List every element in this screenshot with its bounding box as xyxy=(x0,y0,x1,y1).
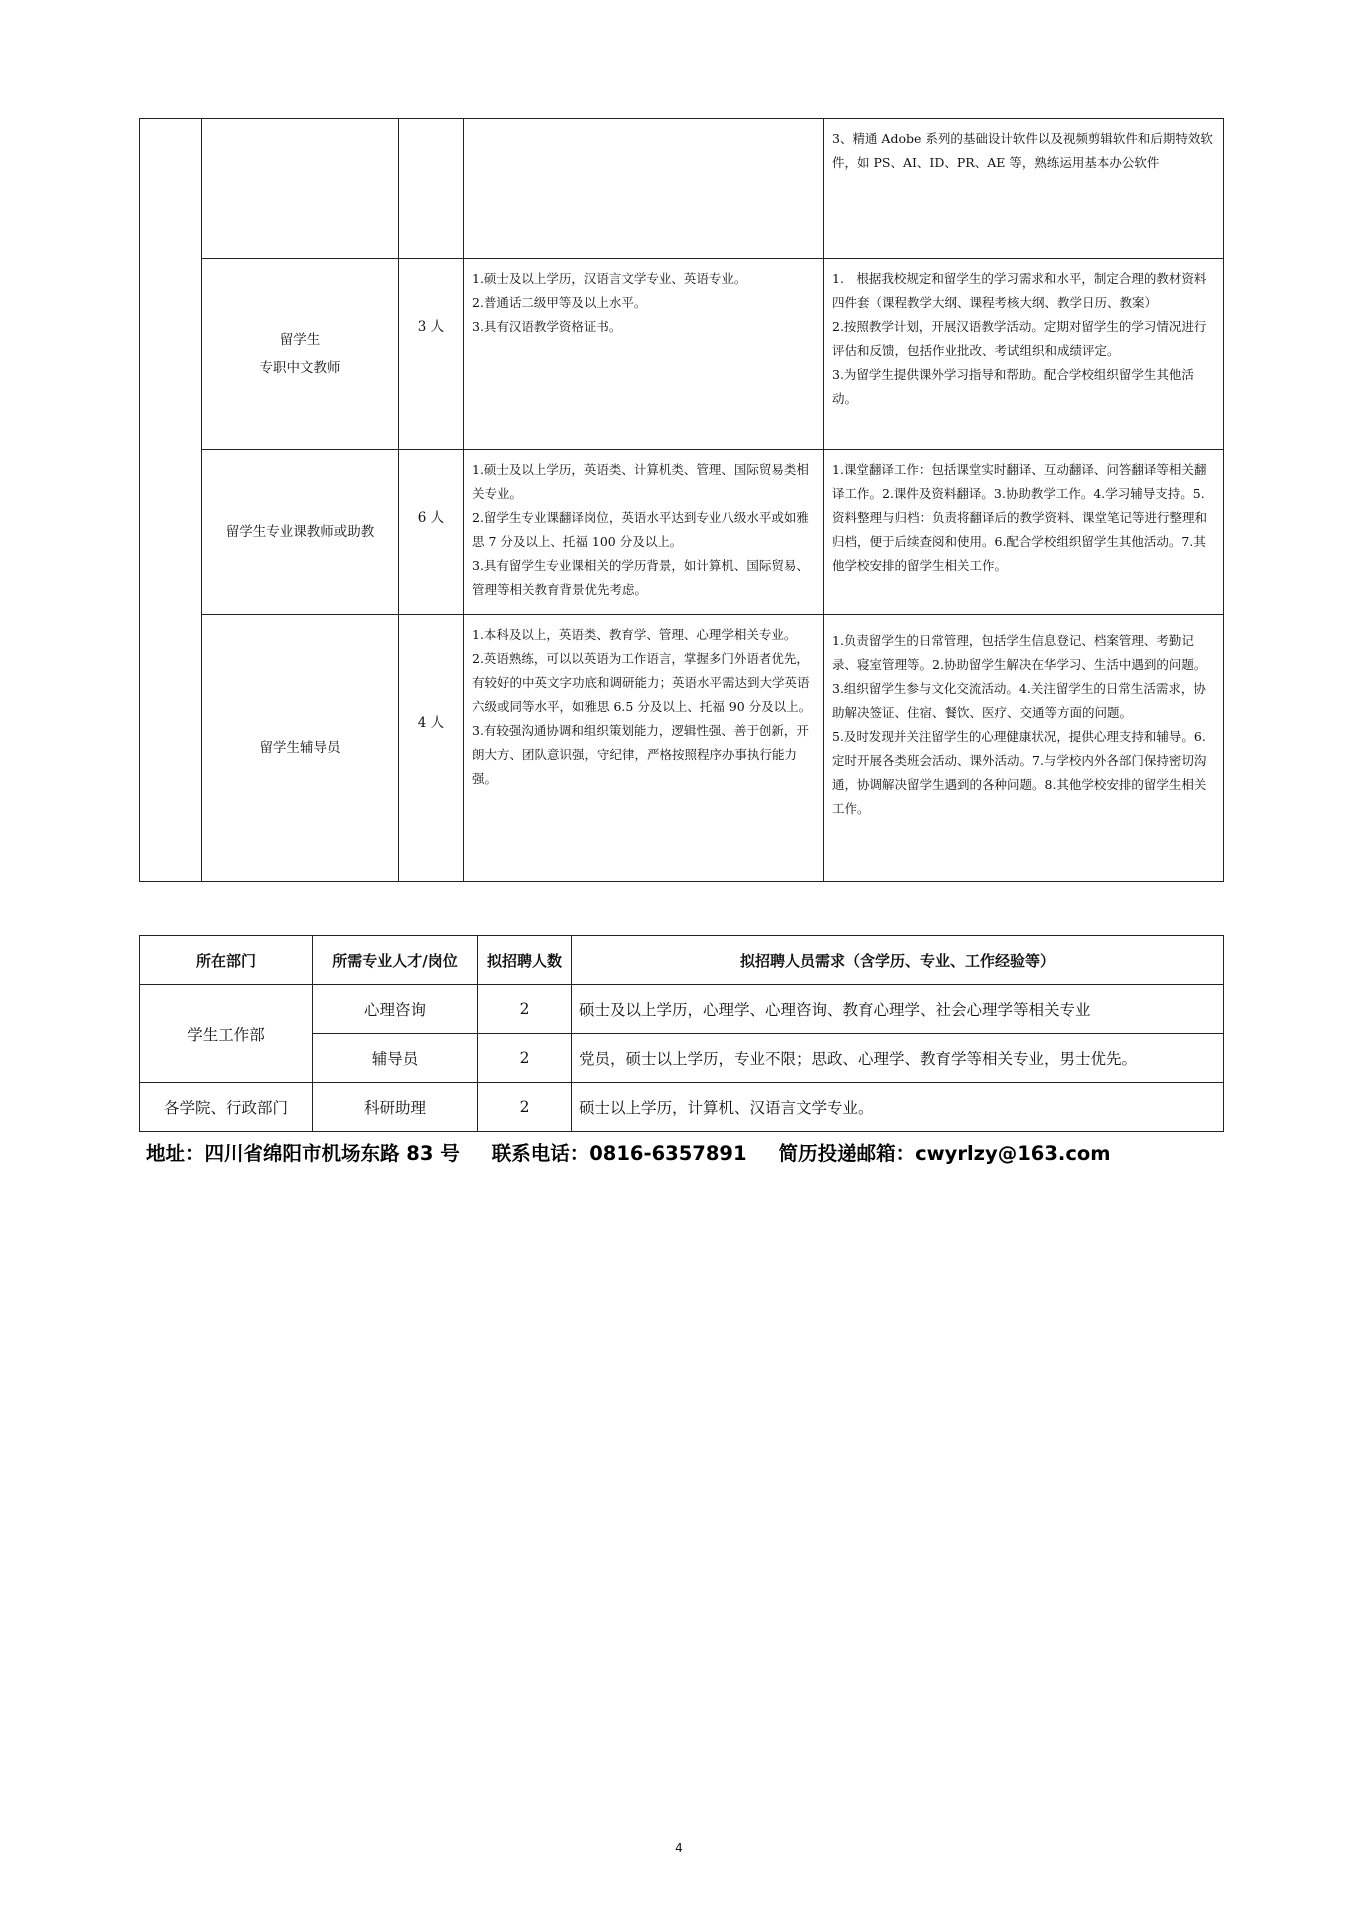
duties-cell xyxy=(824,119,1224,259)
table-row xyxy=(140,1083,1224,1132)
duty-text: 1.负责留学生的日常管理，包括学生信息登记、档案管理、考勤记录、寝室管理等。2.协助留学生解决在华学习、生活中遇到的问题。3.组织留学生参与文化交流活动。4.关注留学生的日常生活需求，协助解决签证、住宿、餐饮、医疗、交通等方面的问题。 xyxy=(832,633,1207,720)
requirement-text: 3.具有汉语教学资格证书。 xyxy=(472,319,622,334)
requirements-cell xyxy=(464,119,824,259)
requirement-text: 2.留学生专业课翻译岗位，英语水平达到专业八级水平或如雅思 7 分及以上、托福 100 分及以上。 xyxy=(472,510,809,549)
phone-text: 联系电话：0816-6357891 xyxy=(491,1142,747,1165)
requirement-text: 1.硕士及以上学历，英语类、计算机类、管理、国际贸易类相关专业。 xyxy=(472,462,809,501)
requirement-text: 2.英语熟练，可以以英语为工作语言，掌握多门外语者优先，有较好的中英文字功底和调研能力；英语水平需达到大学英语六级或同等水平，如雅思 6.5 分及以上、托福 90 分及以上。 xyxy=(472,651,812,714)
requirement-text: 1.本科及以上，英语类、教育学、管理、心理学相关专业。 xyxy=(472,627,797,642)
requirement-cell: 硕士及以上学历，心理学、心理咨询、教育心理学、社会心理学等相关专业 xyxy=(572,985,1224,1034)
table-row xyxy=(140,259,1224,450)
table-header-row xyxy=(140,936,1224,985)
position-line: 留学生 xyxy=(279,332,321,348)
address-text: 地址：四川省绵阳市机场东路 83 号 xyxy=(146,1142,460,1165)
email-text: 简历投递邮箱：cwyrlzy@163.com xyxy=(778,1142,1111,1165)
duties-cell xyxy=(824,259,1224,450)
count-cell: 2 xyxy=(478,1034,572,1083)
position-cell xyxy=(202,259,399,450)
count-cell: 6 人 xyxy=(399,450,464,615)
count-cell: 2 xyxy=(478,985,572,1034)
duties-cell xyxy=(824,615,1224,882)
requirements-cell xyxy=(464,615,824,882)
position-cell: 留学生辅导员 xyxy=(202,615,399,882)
positions-table-continued xyxy=(139,118,1224,882)
duty-text: 1. 根据我校规定和留学生的学习需求和水平，制定合理的教材资料四件套（课程教学大纲、课程考核大纲、教学日历、教案） xyxy=(832,271,1207,310)
count-cell: 4 人 xyxy=(399,615,464,882)
table-row xyxy=(140,615,1224,882)
department-cell: 学生工作部 xyxy=(140,985,313,1083)
department-cell-empty xyxy=(140,119,202,882)
duties-cell xyxy=(824,450,1224,615)
position-cell: 辅导员 xyxy=(313,1034,478,1083)
contact-footer xyxy=(146,1138,1246,1166)
duty-text: 2.按照教学计划，开展汉语教学活动。定期对留学生的学习情况进行评估和反馈，包括作业批改、考试组织和成绩评定。 xyxy=(832,319,1207,358)
table-row xyxy=(140,985,1224,1034)
duty-text: 3、精通 Adobe 系列的基础设计软件以及视频剪辑软件和后期特效软件，如 PS、AI、ID、PR、AE 等，熟练运用基本办公软件 xyxy=(832,131,1213,170)
requirement-cell: 党员，硕士以上学历，专业不限；思政、心理学、教育学等相关专业，男士优先。 xyxy=(572,1034,1224,1083)
position-cell: 心理咨询 xyxy=(313,985,478,1034)
count-cell: 2 xyxy=(478,1083,572,1132)
requirement-text: 3.有较强沟通协调和组织策划能力，逻辑性强、善于创新，开朗大方、团队意识强，守纪律，严格按照程序办事执行能力强。 xyxy=(472,723,809,786)
requirement-text: 2.普通话二级甲等及以上水平。 xyxy=(472,295,647,310)
position-cell xyxy=(202,119,399,259)
requirements-cell xyxy=(464,259,824,450)
table-row xyxy=(140,450,1224,615)
position-line: 专职中文教师 xyxy=(259,360,341,376)
requirements-cell xyxy=(464,450,824,615)
requirement-text: 1.硕士及以上学历，汉语言文学专业、英语专业。 xyxy=(472,271,747,286)
table-row xyxy=(140,119,1224,259)
requirement-cell: 硕士以上学历，计算机、汉语言文学专业。 xyxy=(572,1083,1224,1132)
position-cell: 科研助理 xyxy=(313,1083,478,1132)
header-requirement: 拟招聘人员需求（含学历、专业、工作经验等） xyxy=(572,936,1224,985)
count-cell: 3 人 xyxy=(399,259,464,450)
duty-text: 5.及时发现并关注留学生的心理健康状况，提供心理支持和辅导。6.定时开展各类班会活动、课外活动。7.与学校内外各部门保持密切沟通，协调解决留学生遇到的各种问题。8.其他学校安排的留学生相关工作。 xyxy=(832,729,1207,816)
count-cell xyxy=(399,119,464,259)
department-cell: 各学院、行政部门 xyxy=(140,1083,313,1132)
header-department: 所在部门 xyxy=(140,936,313,985)
position-cell: 留学生专业课教师或助教 xyxy=(202,450,399,615)
duty-text: 1.课堂翻译工作：包括课堂实时翻译、互动翻译、问答翻译等相关翻译工作。2.课件及资料翻译。3.协助教学工作。4.学习辅导支持。5.资料整理与归档：负责将翻译后的教学资料、课堂笔记等进行整理和归档，便于后续查阅和使用。6.配合学校组织留学生其他活动。7.其他学校安排的留学生相关工作。 xyxy=(832,462,1208,573)
requirement-text: 3.具有留学生专业课相关的学历背景，如计算机、国际贸易、管理等相关教育背景优先考虑。 xyxy=(472,558,809,597)
page-number: 4 xyxy=(675,1841,683,1855)
header-position: 所需专业人才/岗位 xyxy=(313,936,478,985)
duty-text: 3.为留学生提供课外学习指导和帮助。配合学校组织留学生其他活动。 xyxy=(832,367,1194,406)
header-count: 拟招聘人数 xyxy=(478,936,572,985)
recruitment-table xyxy=(139,935,1224,1132)
